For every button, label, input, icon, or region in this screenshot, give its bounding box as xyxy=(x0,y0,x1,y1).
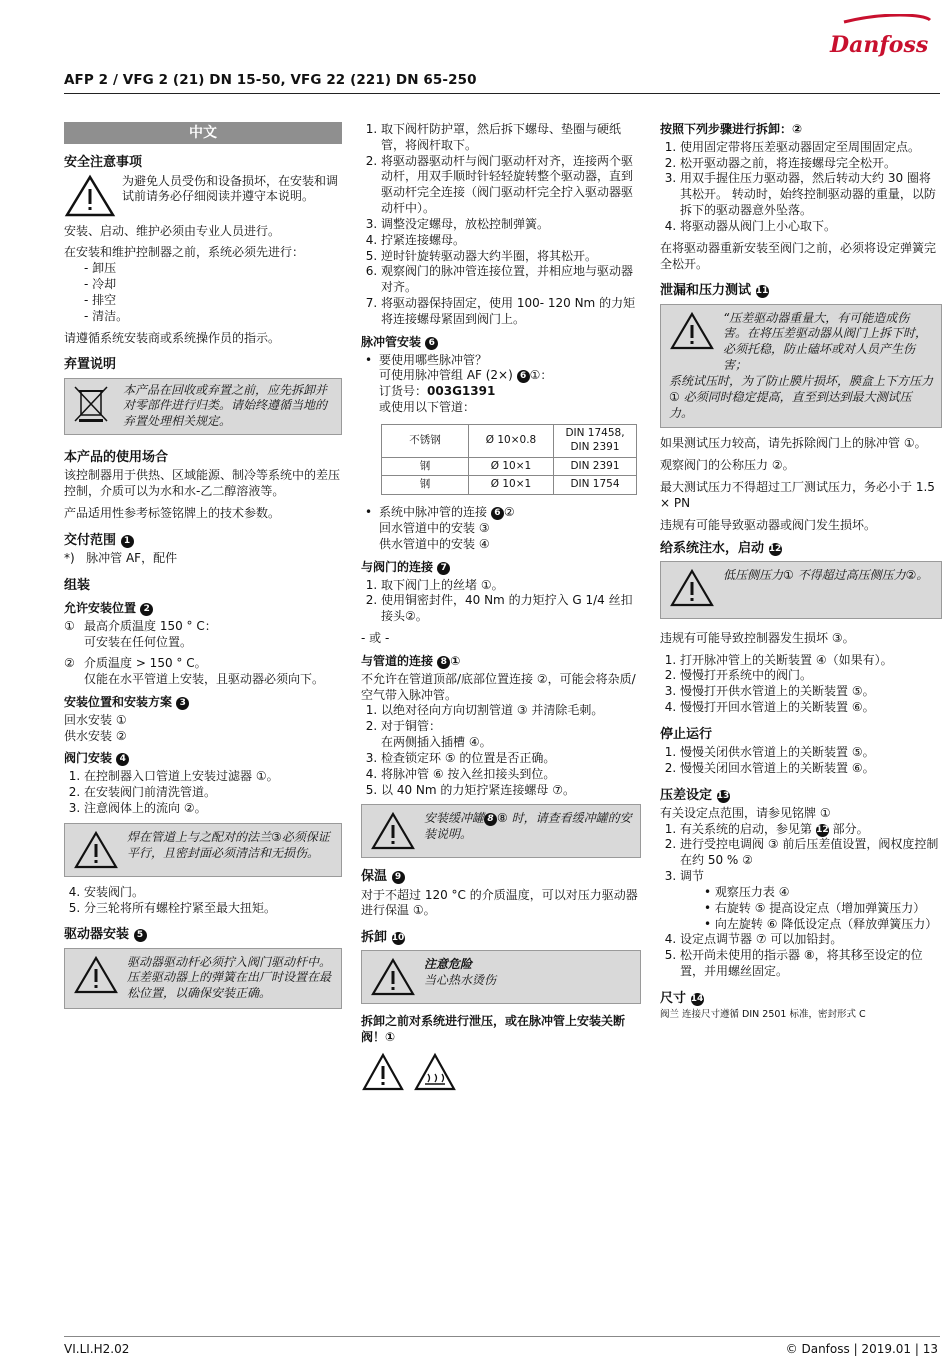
svg-text:Danfoss: Danfoss xyxy=(830,32,929,58)
impulse-list-2 xyxy=(361,505,641,552)
fill-warning-text: 低压侧压力① 不得超过高压侧压力②。 xyxy=(723,567,929,582)
or-separator: - 或 - xyxy=(361,631,390,646)
list-item: 2. 将驱动器驱动杆与阀门驱动杆对齐，连接两个驱动杆，用双手顺时针轻轻旋转整个驱动器，直到驱动杆完全连接（阀门驱动杆完全拧入驱动器驱动杆中）。 xyxy=(381,154,641,217)
figure-ref: 11 xyxy=(755,286,769,297)
list-item: • 观察压力表 ④ xyxy=(704,884,790,899)
list-item: - 清洁。 xyxy=(84,309,342,325)
removal-title: 按照下列步骤进行拆卸：② xyxy=(660,122,803,136)
figure-ref: 1 xyxy=(121,535,134,548)
list-item: 2. 慢慢关闭回水管道上的关断装置 ⑥。 xyxy=(680,761,942,777)
list-item: ① 最高介质温度 150 ° C： 可安装在任何位置。 xyxy=(64,618,217,649)
valve-list-2 xyxy=(64,885,342,917)
valve-list xyxy=(64,769,342,816)
fill-warning xyxy=(660,561,942,619)
dims-title: 尺寸 14 xyxy=(660,990,704,1006)
figure-ref: 9 xyxy=(392,871,405,884)
danfoss-logo xyxy=(824,14,934,62)
list-item: 3. 调节 • 观察压力表 ④ • 右旋转 ⑤ 提高设定点（增加弹簧压力） • 向左旋转 ⑥ 降低设定点（释放弹簧压力） xyxy=(680,869,942,932)
figure-ref: 6 xyxy=(425,337,438,350)
impulse-title: 脉冲管安装 6 xyxy=(361,335,641,351)
table-row: 不锈钢 Ø 10×0.8 DIN 17458, DIN 2391 xyxy=(382,424,637,457)
figure-ref: 7 xyxy=(437,562,450,575)
list-item: 5. 以 40 Nm 的力矩拧紧连接螺母 ⑦。 xyxy=(381,783,641,799)
leak-warning-text-2: 系统试压时，为了防止膜片损坏，膜盒上下方压力① 必须同时稳定提高，直至到达到最大测试压力。 xyxy=(669,373,934,420)
safety-p1: 安装、启动、维护必须由专业人员进行。 xyxy=(64,223,281,238)
figure-ref: 10 xyxy=(391,933,405,944)
safety-title: 安全注意事项 xyxy=(64,155,143,171)
list-item: 7. 将驱动器保持固定，使用 100- 120 Nm 的力矩将连接螺母紧固到阀门上。 xyxy=(381,296,641,328)
dismantle-title: 拆卸 10 xyxy=(361,930,405,946)
scheme-l2: 供水安装 ② xyxy=(64,728,127,743)
stop-title: 停止运行 xyxy=(660,726,713,742)
pipeconn-list xyxy=(361,703,641,798)
warning-icon xyxy=(73,830,119,870)
dismantle-note: 拆卸之前对系统进行泄压，或在脉冲管上安装关断阀！① xyxy=(361,1014,626,1045)
setting-p: 有关设定点范围，请参见铭牌 ① xyxy=(660,805,831,820)
leak-warning-text-1: “压差驱动器重量大，有可能造成伤害。在将压差驱动器从阀门上拆下时，必须托稳，防止磕坏或对人员产生伤害； xyxy=(723,310,928,373)
position-title: 允许安装位置 2 xyxy=(64,601,342,617)
dismantle-warning: 注意危险 当心热水烫伤 xyxy=(361,950,641,1004)
hot-surface-icon xyxy=(413,1052,457,1092)
valveconn-list xyxy=(361,578,641,625)
safety-p3: 请遵循系统安装商或系统操作员的指示。 xyxy=(64,330,281,345)
pipeconn-warning: 安装缓冲罐 8 ⑧ 时，请查看缓冲罐的安装说明。 xyxy=(361,804,641,858)
header-rule xyxy=(64,93,940,94)
list-item: • 向左旋转 ⑥ 降低设定点（释放弹簧压力） xyxy=(704,916,938,931)
warning-icon xyxy=(73,955,119,995)
disposal-text: 本产品在回收或弃置之前，应先拆卸并对零部件进行归类。请始终遵循当地的弃置处理相关规定。 xyxy=(123,382,328,429)
leak-p4: 违规有可能导致驱动器或阀门发生损坏。 xyxy=(660,517,877,532)
list-item: 1. 使用固定带将压差驱动器固定至周围固定点。 xyxy=(680,140,942,156)
document-title: AFP 2 / VFG 2 (21) DN 15-50, VFG 22 (221) DN 65-250 xyxy=(64,72,477,88)
actuator-warning-text: 驱动器驱动杆必须拧入阀门驱动杆中。压差驱动器上的弹簧在出厂时设置在最松位置，以确保安装正确。 xyxy=(127,954,332,1001)
impulse-list xyxy=(361,353,641,416)
list-item: • 要使用哪些脉冲管？ 可使用脉冲管组 AF (2×) 6 ①： 订货号：003G1391 或使用以下管道： xyxy=(379,353,641,416)
scheme-l1: 回水安装 ① xyxy=(64,712,127,727)
column-1 xyxy=(64,122,342,1017)
warning-icon xyxy=(370,811,416,851)
leak-title: 泄漏和压力测试 11 xyxy=(660,283,769,299)
valve-warning xyxy=(64,823,342,877)
list-item: 3. 慢慢打开供水管道上的关断装置 ⑤。 xyxy=(680,684,942,700)
list-item: 4. 将脉冲管 ⑥ 按入丝扣接头到位。 xyxy=(381,767,641,783)
scope-text: *) 脉冲管 AF，配件 xyxy=(64,550,178,565)
list-item: • 右旋转 ⑤ 提高设定点（增加弹簧压力） xyxy=(704,900,926,915)
figure-ref: 6 xyxy=(517,370,530,383)
list-item: 2. 在安装阀门前清洗管道。 xyxy=(84,785,342,801)
list-item: 1. 有关系统的启动，参见第 12 部分。 xyxy=(680,822,942,838)
list-item: 1. 打开脉冲管上的关断装置 ④（如果有）。 xyxy=(680,653,942,669)
figure-ref: 13 xyxy=(716,790,730,801)
list-item: 4. 拧紧连接螺母。 xyxy=(381,233,641,249)
figure-ref: 12 xyxy=(768,543,782,554)
list-item: 2. 松开驱动器之前，将连接螺母完全松开。 xyxy=(680,156,942,172)
list-item: 1. 取下阀杆防护罩，然后拆下螺母、垫圈与硬纸管，将阀杆取下。 xyxy=(381,122,641,154)
footer-rule xyxy=(64,1336,940,1337)
leak-p2: 观察阀门的公称压力 ②。 xyxy=(660,458,795,473)
table-row: 钢 Ø 10×1 DIN 1754 xyxy=(382,476,637,495)
list-item: 1. 慢慢关闭供水管道上的关断装置 ⑤。 xyxy=(680,745,942,761)
pipeconn-p: 不允许在管道顶部/底部位置连接 ②，可能会将杂质/空气带入脉冲管。 xyxy=(361,671,636,702)
disposal-icon-wrap xyxy=(71,383,117,425)
safety-intro xyxy=(64,174,342,218)
list-item: 6. 观察阀门的脉冲管连接位置，并相应地与驱动器对齐。 xyxy=(381,264,641,296)
page-footer: © Danfoss | 2019.01 | 13 xyxy=(785,1342,938,1356)
doc-code: VI.LI.H2.02 xyxy=(64,1342,130,1356)
safety-p2: 在安装和维护控制器之前，系统必须先进行： xyxy=(64,245,305,260)
setting-title: 压差设定 13 xyxy=(660,787,730,803)
list-item: 2. 对于铜管： 在两侧插入插槽 ④。 xyxy=(381,719,641,751)
scheme-title: 安装位置和安装方案 3 xyxy=(64,695,342,711)
figure-ref: 2 xyxy=(140,603,153,616)
list-item: ② 介质温度 > 150 ° C。 仅能在水平管道上安装，且驱动器必须向下。 xyxy=(64,656,325,687)
list-item: 4. 安装阀门。 xyxy=(84,885,342,901)
list-item: - 冷却 xyxy=(84,277,342,293)
disposal-title: 弃置说明 xyxy=(64,357,117,373)
fill-list xyxy=(660,653,942,716)
dims-text: 阀兰 连接尺寸遵循 DIN 2501 标准，密封形式 C xyxy=(660,1009,866,1021)
order-number: 003G1391 xyxy=(427,384,496,399)
warning-icon xyxy=(370,957,416,997)
list-item: 5. 逆时针旋转驱动器大约半圈，将其松开。 xyxy=(381,249,641,265)
actuator-title: 驱动器安装 5 xyxy=(64,926,342,943)
list-item: 4. 设定点调节器 ⑦ 可以加铅封。 xyxy=(680,932,942,948)
fill-title: 给系统注水，启动 12 xyxy=(660,540,782,556)
list-item: 3. 调整没定螺母，放松控制弹簧。 xyxy=(381,217,641,233)
list-item: 2. 使用铜密封件，40 Nm 的力矩拧入 G 1/4 丝扣接头②。 xyxy=(381,593,641,625)
leak-p3: 最大测试压力不得超过工厂测试压力，务必小于 1.5 × PN xyxy=(660,480,935,510)
figure-ref: 12 xyxy=(816,824,829,835)
valveconn-title: 与阀门的连接 7 xyxy=(361,560,641,576)
removal-p: 在将驱动器重新安装至阀门之前，必须将设定弹簧完全松开。 xyxy=(660,240,937,271)
disposal-box xyxy=(64,378,342,435)
valve-title: 阀门安装 4 xyxy=(64,751,342,767)
insulation-title: 保温 9 xyxy=(361,868,641,885)
list-item: 2. 进行受控电调阀 ③ 前后压差值设置，阀权度控制在约 50 % ② xyxy=(680,837,942,869)
list-item: 5. 分三轮将所有螺栓拧紧至最大扭矩。 xyxy=(84,901,342,917)
list-item: • 系统中脉冲管的连接 6 ② 回水管道中的安装 ③ 供水管道中的安装 ④ xyxy=(379,505,641,552)
warning-icon xyxy=(669,568,715,608)
safety-list xyxy=(64,261,342,324)
list-item: 4. 将驱动器从阀门上小心取下。 xyxy=(680,219,942,235)
usage-p1: 该控制器用于供热、区域能源、制冷等系统中的差压控制，介质可以为水和水-乙二醇溶液等。 xyxy=(64,468,341,499)
list-item: 3. 检查锁定环 ⑤ 的位置是否正确。 xyxy=(381,751,641,767)
usage-title: 本产品的使用场合 xyxy=(64,450,169,466)
figure-ref: 5 xyxy=(134,929,147,942)
list-item: 1. 取下阀门上的丝堵 ①。 xyxy=(381,578,641,594)
insulation-text: 对于不超过 120 °C 的介质温度，可以对压力驱动器进行保温 ①。 xyxy=(361,887,638,918)
stop-list xyxy=(660,745,942,777)
safety-intro-text: 为避免人员受伤和设备损坏，在安装和调试前请务必仔细阅读并遵守本说明。 xyxy=(122,173,339,204)
list-item: 5. 松开尚未使用的指示器 ⑧，将其移至设定的位置，并用螺丝固定。 xyxy=(680,948,942,980)
list-item: - 排空 xyxy=(84,293,342,309)
actuator-warning xyxy=(64,948,342,1009)
removal-list xyxy=(660,140,942,235)
warning-icon xyxy=(64,174,116,218)
list-item: 3. 用双手握住压力驱动器，然后转动大约 30 圈将其松开。 转动时，始终控制驱动器的重量，以防拆下的驱动器意外坠落。 xyxy=(680,171,942,218)
fill-p: 违规有可能导致控制器发生损坏 ③。 xyxy=(660,630,855,645)
list-item: 3. 注意阀体上的流向 ②。 xyxy=(84,801,342,817)
actuator-steps xyxy=(361,122,641,328)
figure-ref: 4 xyxy=(116,753,129,766)
figure-ref: 8 xyxy=(437,656,450,669)
valve-warning-text: 焊在管道上与之配对的法兰③必须保证平行，且密封面必须清洁和无损伤。 xyxy=(127,829,330,860)
leak-warning xyxy=(660,304,942,429)
list-item: 2. 慢慢打开系统中的阀门。 xyxy=(680,668,942,684)
scope-title: 交付范围 1 xyxy=(64,532,342,549)
warning-icon xyxy=(361,1052,405,1092)
list-item: 1. 以绝对径向方向切割管道 ③ 并清除毛刺。 xyxy=(381,703,641,719)
pipeconn-title: 与管道的连接 8 ① xyxy=(361,653,461,668)
figure-ref: 3 xyxy=(176,697,189,710)
list-item: - 卸压 xyxy=(84,261,342,277)
setting-list xyxy=(660,822,942,980)
wheelie-bin-crossed-icon xyxy=(71,383,111,425)
leak-p1: 如果测试压力较高，请先拆除阀门上的脉冲管 ①。 xyxy=(660,436,927,451)
language-bar: 中文 xyxy=(64,122,342,144)
pipe-table xyxy=(381,424,637,495)
list-item: 4. 慢慢打开回水管道上的关断装置 ⑥。 xyxy=(680,700,942,716)
position-list xyxy=(64,619,342,688)
figure-ref: 14 xyxy=(690,993,704,1004)
warning-icon xyxy=(669,311,715,351)
column-3 xyxy=(660,122,942,1028)
usage-p2: 产品适用性参考标签铭牌上的技术参数。 xyxy=(64,505,281,520)
figure-ref: 8 xyxy=(484,813,497,826)
assembly-title: 组装 xyxy=(64,577,91,593)
dismantle-icons xyxy=(361,1052,641,1092)
list-item: 1. 在控制器入口管道上安装过滤器 ①。 xyxy=(84,769,342,785)
figure-ref: 6 xyxy=(491,507,504,520)
table-row: 钢 Ø 10×1 DIN 2391 xyxy=(382,457,637,476)
column-2 xyxy=(361,122,641,1092)
